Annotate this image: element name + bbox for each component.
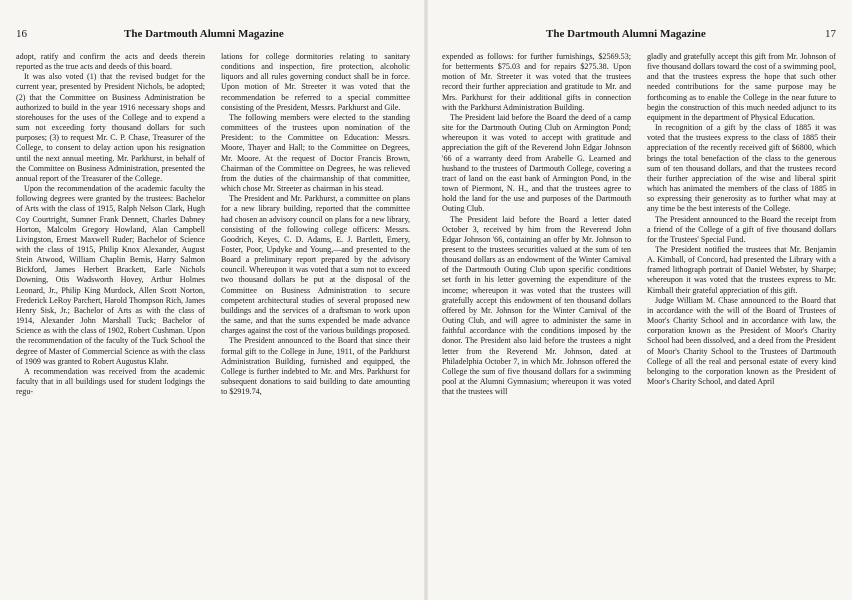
page-number: 16 [16,28,27,40]
text-column [647,52,836,387]
paragraph: lations for college dormitories relating to sanitary conditions and inspection, fire protection, alcoholic liquors and all rules governing conduct shall be in force. Upon motion of Mr. Streeter it was voted that the recommendation be referred to a special committee consisting of the President, Messrs. Parkhurst and Gile. [221,52,410,112]
magazine-title: The Dartmouth Alumni Magazine [546,28,706,40]
magazine-title: The Dartmouth Alumni Magazine [124,28,284,40]
paragraph: A recommendation was received from the academic faculty that in all buildings used for student lodgings the regu- [16,366,205,397]
paragraph: The President laid before the Board a letter dated October 3, received by him from the Reverend John Edgar Johnson '66, containing an offer by Mr. Johnson to present to the trustees securities valued at the sum of ten thousand dollars as an endowment of the Winter Carnival of the Dartmouth Outing Club upon specific conditions set forth in his letter governing the expenditure of the income; whereupon it was voted that the trustees will gratefully accept this endowment of ten thousand dollars offered by Mr. Johnson for the Winter Carnival of the Outing Club, and will agree to administer the same in faithful accordance with the conditions imposed by the donor. The President also laid before the trustees a night letter from the Reverend Mr. Johnson, dated at Philadelphia October 7, in which Mr. Johnson offered the College the sum of five thousand dollars for a swimming pool at the Alumni Gymnasium; whereupon it was voted that the trustees will [442,214,631,397]
paragraph: The President and Mr. Parkhurst, a committee on plans for a new library building, reported that the committee had chosen an advisory council on plans for a new library, consisting of the following college officers: Messrs. Goodrich, Keyes, C. D. Adams, E. J. Bartlett, Emery, Foster, Poor, Updyke and Young,—and presented to the Board a preliminary report prepared by the advisory council. Whereupon it was voted that a sum not to exceed two thousand dollars be put at the disposal of the Committee on Business Administration to secure competent architectural studies of several proposed new buildings and the services of a draftsman to work upon the same, and that the sums expended be made advance charges against the cost of the various buildings proposed. [221,194,410,336]
paragraph: It was also voted (1) that the revised budget for the current year, presented by President Nichols, be adopted; (2) that the Committee on Business Administration be authorized to build in the year 1916 necessary shops and storehouses for the uses of the College and to expend a sum not exceeding forty thousand dollars for such purposes; (3) to request Mr. C. P. Chase, Treasurer of the College, to consent to delay action upon his resignation until the next annual meeting. Mr. Parkhurst, in behalf of the Committee on Business Administration, presented the annual report of the Treasurer of the College. [16,72,205,183]
paragraph: The President notified the trustees that Mr. Benjamin A. Kimball, of Concord, had presented the Library with a framed lithograph portrait of Daniel Webster, by Sharpe; whereupon it was voted that the trustees express to Mr. Kimball their grateful appreciation of this gift. [647,244,836,295]
paragraph: expended as follows: for further furnishings, $2569.53; for betterments $75.03 and for repairs $275.38. Upon motion of Mr. Streeter it was voted that the trustees record their further appreciation and gratitude to Mr. and Mrs. Parkhurst for their additional gifts in connection with the Parkhurst Administration Building. [442,52,631,112]
text-column [221,52,410,397]
text-column [16,52,205,397]
running-head [16,26,410,42]
paragraph: gladly and gratefully accept this gift from Mr. Johnson of five thousand dollars toward the cost of a swimming pool, and that the trustees express the hope that such other needed contributions for the same purpose may be forthcoming as to enable the College in the near future to begin the construction of this much needed adjunct to its equipment in the department of Physical Education. [647,52,836,122]
paragraph: In recognition of a gift by the class of 1885 it was voted that the trustees express to the class of 1885 their appreciation of the recently received gift of $6800, which brings the total benefaction of the class to the generous sum of ten thousand dollars, and that the trustees record their further appreciation of the wise and liberal spirit which has animated the members of the class of 1885 in so expressing their generosity as to further what may at any time be the best interests of the College. [647,123,836,214]
text-columns [442,52,836,588]
paragraph: The President announced to the Board the receipt from a friend of the College of a gift of five thousand dollars for the Trustees' Special Fund. [647,214,836,244]
paragraph: The following members were elected to the standing committees of the trustees upon nomination of the President: to the Committee on Education: Messrs. Moore, Thayer and Hall; to the Committee on Degrees, Mr. Moore. At the request of Doctor Francis Brown, Chairman of the Committee on Degrees, he was relieved from the duties of the chairmanship of that committee, which chose Mr. Streeter as chairman in his stead. [221,112,410,194]
paragraph: The President announced to the Board that since their formal gift to the College in June, 1911, of the Parkhurst Administration Building, furnished and equipped, the College is further indebted to Mr. and Mrs. Parkhurst for subsequent donations to said building to date amounting to $2919.74, [221,336,410,397]
page-right [426,0,852,600]
running-head [442,26,836,42]
paragraph: Judge William M. Chase announced to the Board that in accordance with the will of the Board of Trustees of Moor's Charity School and in accordance with law, the corporation known as the President of Moor's Charity School had been dissolved, and a deed from the President of Moor's Charity School to the Trustees of Dartmouth College of all the real and personal estate of every kind belonging to the corporation known as the President of Moor's Charity School, and dated April [647,295,836,386]
paragraph: The President laid before the Board the deed of a camp site for the Dartmouth Outing Club on Armington Pond; whereupon it was voted to accept with gratitude and appreciation the gift of the Reverend John Edgar Johnson '66 of a warranty deed from Arabelle G. Learned and husband to the trustees of Dartmouth College, covering a tract of land on the east bank of Armington Pond, in the town of Piermont, N. H., and that the trustees agree to hold the land for the use and purposes of the Dartmouth Outing Club. [442,112,631,214]
text-columns [16,52,410,588]
page-number: 17 [825,28,836,40]
paragraph: Upon the recommendation of the academic faculty the following degrees were granted by the trustees: Bachelor of Arts with the class of 1915, Ralph Nelson Clark, Hugh Coy Courtright, Sumner Frank Dennett, Charles Dabney Horton, Malcolm Gregory Howland, Alan Campbell Livingston, Ernest Maxwell Ruder; Bachelor of Science with the class of 1915, Philip Knox Alexander, August Stein Atwood, William Chaplin Bemis, Harry Salmon Bickford, James Herbert Brackett, Earle Nichols Downing, Otis Wadsworth Hovey, Arthur Holmes Leonard, Jr., Philip King Murdock, Allen Scott Norton, Frederick LeRoy Parchert, Harold Thompson Rich, James Henry Sisk, Jr.; Bachelor of Arts as with the class of 1914, Alexander John Marshall Tuck; Bachelor of Science as with the class of 1902, Robert Cushman. Upon the recommendation of the faculty of the Tuck School the degree of Master of Commercial Science as with the class of 1909 was granted to Robert Augustus Klahr. [16,184,205,366]
text-column [442,52,631,397]
paragraph: adopt, ratify and confirm the acts and deeds therein reported as the true acts and deeds of this board. [16,52,205,72]
